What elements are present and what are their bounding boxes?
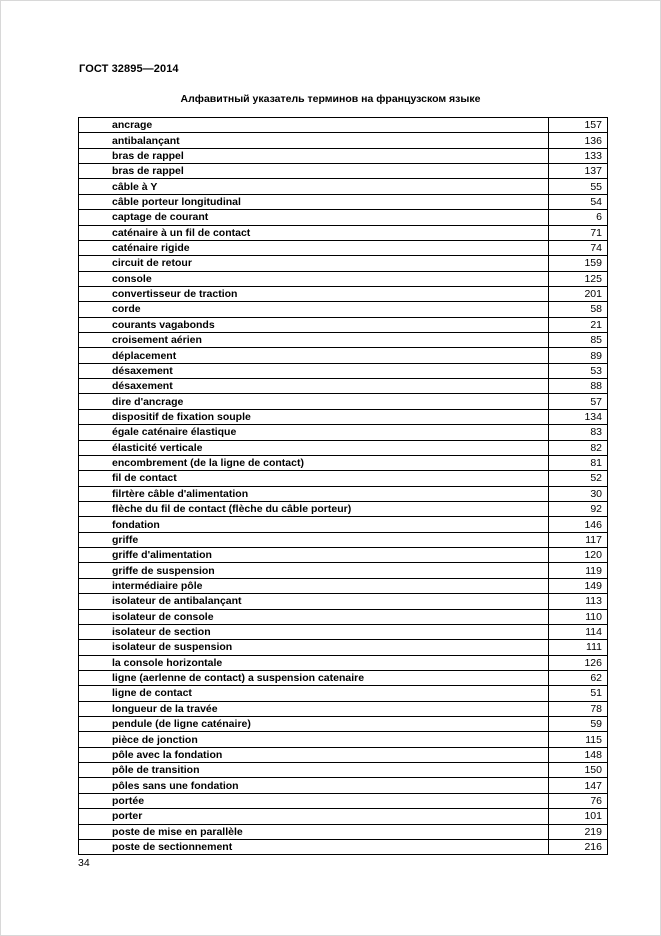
table-row xyxy=(79,333,608,348)
table-row xyxy=(79,824,608,839)
term-cell: courants vagabonds xyxy=(79,317,549,332)
term-cell: pôle de transition xyxy=(79,763,549,778)
table-row xyxy=(79,179,608,194)
term-cell: antibalançant xyxy=(79,133,549,148)
term-cell: caténaire à un fil de contact xyxy=(79,225,549,240)
page-ref-cell: 51 xyxy=(549,686,608,701)
page-ref-cell: 157 xyxy=(549,118,608,133)
table-row xyxy=(79,164,608,179)
term-cell: console xyxy=(79,271,549,286)
term-cell: câble porteur longitudinal xyxy=(79,194,549,209)
table-row xyxy=(79,210,608,225)
table-row xyxy=(79,486,608,501)
term-cell: isolateur de suspension xyxy=(79,640,549,655)
page-ref-cell: 114 xyxy=(549,624,608,639)
document-id: ГОСТ 32895—2014 xyxy=(79,63,179,75)
term-cell: égale caténaire élastique xyxy=(79,425,549,440)
page-ref-cell: 115 xyxy=(549,732,608,747)
term-cell: élasticité verticale xyxy=(79,440,549,455)
term-cell: captage de courant xyxy=(79,210,549,225)
term-cell: ligne de contact xyxy=(79,686,549,701)
page-ref-cell: 57 xyxy=(549,394,608,409)
page-ref-cell: 58 xyxy=(549,302,608,317)
table-row xyxy=(79,379,608,394)
table-row xyxy=(79,471,608,486)
term-cell: griffe xyxy=(79,532,549,547)
table-row xyxy=(79,455,608,470)
page-ref-cell: 62 xyxy=(549,670,608,685)
table-row xyxy=(79,763,608,778)
page-ref-cell: 30 xyxy=(549,486,608,501)
page-ref-cell: 74 xyxy=(549,240,608,255)
page-ref-cell: 59 xyxy=(549,717,608,732)
term-index-body xyxy=(79,118,608,855)
term-cell: déplacement xyxy=(79,348,549,363)
page-ref-cell: 110 xyxy=(549,609,608,624)
page-ref-cell: 159 xyxy=(549,256,608,271)
term-cell: fondation xyxy=(79,517,549,532)
term-cell: longueur de la travée xyxy=(79,701,549,716)
table-row xyxy=(79,363,608,378)
term-cell: poste de sectionnement xyxy=(79,839,549,854)
page-ref-cell: 133 xyxy=(549,148,608,163)
page-ref-cell: 117 xyxy=(549,532,608,547)
term-cell: isolateur de console xyxy=(79,609,549,624)
table-row xyxy=(79,440,608,455)
page-ref-cell: 89 xyxy=(549,348,608,363)
term-cell: bras de rappel xyxy=(79,164,549,179)
table-row xyxy=(79,133,608,148)
table-row xyxy=(79,701,608,716)
page-ref-cell: 119 xyxy=(549,563,608,578)
page-ref-cell: 85 xyxy=(549,333,608,348)
term-cell: pôle avec la fondation xyxy=(79,747,549,762)
page-ref-cell: 111 xyxy=(549,640,608,655)
page-ref-cell: 146 xyxy=(549,517,608,532)
term-cell: pôles sans une fondation xyxy=(79,778,549,793)
term-cell: désaxement xyxy=(79,379,549,394)
index-title: Алфавитный указатель терминов на французском языке xyxy=(180,93,481,105)
term-cell: bras de rappel xyxy=(79,148,549,163)
term-cell: ligne (aerlenne de contact) a suspension catenaire xyxy=(79,670,549,685)
page-ref-cell: 101 xyxy=(549,809,608,824)
term-cell: convertisseur de traction xyxy=(79,286,549,301)
page-ref-cell: 216 xyxy=(549,839,608,854)
table-row xyxy=(79,609,608,624)
page-ref-cell: 134 xyxy=(549,409,608,424)
page-number: 34 xyxy=(78,857,90,869)
table-row xyxy=(79,348,608,363)
page-ref-cell: 78 xyxy=(549,701,608,716)
page-ref-cell: 137 xyxy=(549,164,608,179)
table-row xyxy=(79,809,608,824)
term-cell: pièce de jonction xyxy=(79,732,549,747)
page-ref-cell: 126 xyxy=(549,655,608,670)
term-cell: griffe d'alimentation xyxy=(79,548,549,563)
page-ref-cell: 201 xyxy=(549,286,608,301)
table-row xyxy=(79,118,608,133)
page-ref-cell: 82 xyxy=(549,440,608,455)
page-ref-cell: 136 xyxy=(549,133,608,148)
table-row xyxy=(79,655,608,670)
page-ref-cell: 6 xyxy=(549,210,608,225)
page-ref-cell: 150 xyxy=(549,763,608,778)
table-row xyxy=(79,640,608,655)
table-row xyxy=(79,670,608,685)
term-cell: ancrage xyxy=(79,118,549,133)
page-ref-cell: 120 xyxy=(549,548,608,563)
term-cell: dispositif de fixation souple xyxy=(79,409,549,424)
term-cell: la console horizontale xyxy=(79,655,549,670)
table-row xyxy=(79,839,608,854)
table-row xyxy=(79,732,608,747)
table-row xyxy=(79,578,608,593)
page-ref-cell: 148 xyxy=(549,747,608,762)
table-row xyxy=(79,548,608,563)
table-row xyxy=(79,501,608,516)
table-row xyxy=(79,394,608,409)
table-row xyxy=(79,563,608,578)
term-cell: griffe de suspension xyxy=(79,563,549,578)
table-row xyxy=(79,240,608,255)
page-ref-cell: 55 xyxy=(549,179,608,194)
page-ref-cell: 125 xyxy=(549,271,608,286)
table-row xyxy=(79,317,608,332)
term-cell: câble à Y xyxy=(79,179,549,194)
table-row xyxy=(79,717,608,732)
table-row xyxy=(79,194,608,209)
page-ref-cell: 54 xyxy=(549,194,608,209)
page-ref-cell: 81 xyxy=(549,455,608,470)
term-index-table xyxy=(78,117,608,855)
term-cell: portée xyxy=(79,793,549,808)
page-ref-cell: 76 xyxy=(549,793,608,808)
term-cell: pendule (de ligne caténaire) xyxy=(79,717,549,732)
term-cell: croisement aérien xyxy=(79,333,549,348)
page-ref-cell: 53 xyxy=(549,363,608,378)
term-cell: désaxement xyxy=(79,363,549,378)
page-ref-cell: 83 xyxy=(549,425,608,440)
term-cell: porter xyxy=(79,809,549,824)
table-row xyxy=(79,425,608,440)
table-row xyxy=(79,271,608,286)
table-row xyxy=(79,517,608,532)
table-row xyxy=(79,624,608,639)
page-ref-cell: 21 xyxy=(549,317,608,332)
page-ref-cell: 71 xyxy=(549,225,608,240)
table-row xyxy=(79,594,608,609)
table-row xyxy=(79,532,608,547)
table-row xyxy=(79,793,608,808)
term-cell: isolateur de section xyxy=(79,624,549,639)
table-row xyxy=(79,778,608,793)
term-cell: encombrement (de la ligne de contact) xyxy=(79,455,549,470)
page-ref-cell: 147 xyxy=(549,778,608,793)
term-cell: fil de contact xyxy=(79,471,549,486)
term-cell: filrtère câble d'alimentation xyxy=(79,486,549,501)
term-cell: poste de mise en parallèle xyxy=(79,824,549,839)
table-row xyxy=(79,302,608,317)
page-ref-cell: 88 xyxy=(549,379,608,394)
term-cell: caténaire rigide xyxy=(79,240,549,255)
term-cell: intermédiaire pôle xyxy=(79,578,549,593)
page-ref-cell: 92 xyxy=(549,501,608,516)
table-row xyxy=(79,409,608,424)
table-row xyxy=(79,225,608,240)
term-cell: dire d'ancrage xyxy=(79,394,549,409)
table-row xyxy=(79,286,608,301)
term-cell: flèche du fil de contact (flèche du câble porteur) xyxy=(79,501,549,516)
table-row xyxy=(79,256,608,271)
term-cell: corde xyxy=(79,302,549,317)
page-ref-cell: 149 xyxy=(549,578,608,593)
table-row xyxy=(79,747,608,762)
page-ref-cell: 113 xyxy=(549,594,608,609)
table-row xyxy=(79,686,608,701)
table-row xyxy=(79,148,608,163)
term-cell: circuit de retour xyxy=(79,256,549,271)
page-ref-cell: 219 xyxy=(549,824,608,839)
term-cell: isolateur de antibalançant xyxy=(79,594,549,609)
page-ref-cell: 52 xyxy=(549,471,608,486)
